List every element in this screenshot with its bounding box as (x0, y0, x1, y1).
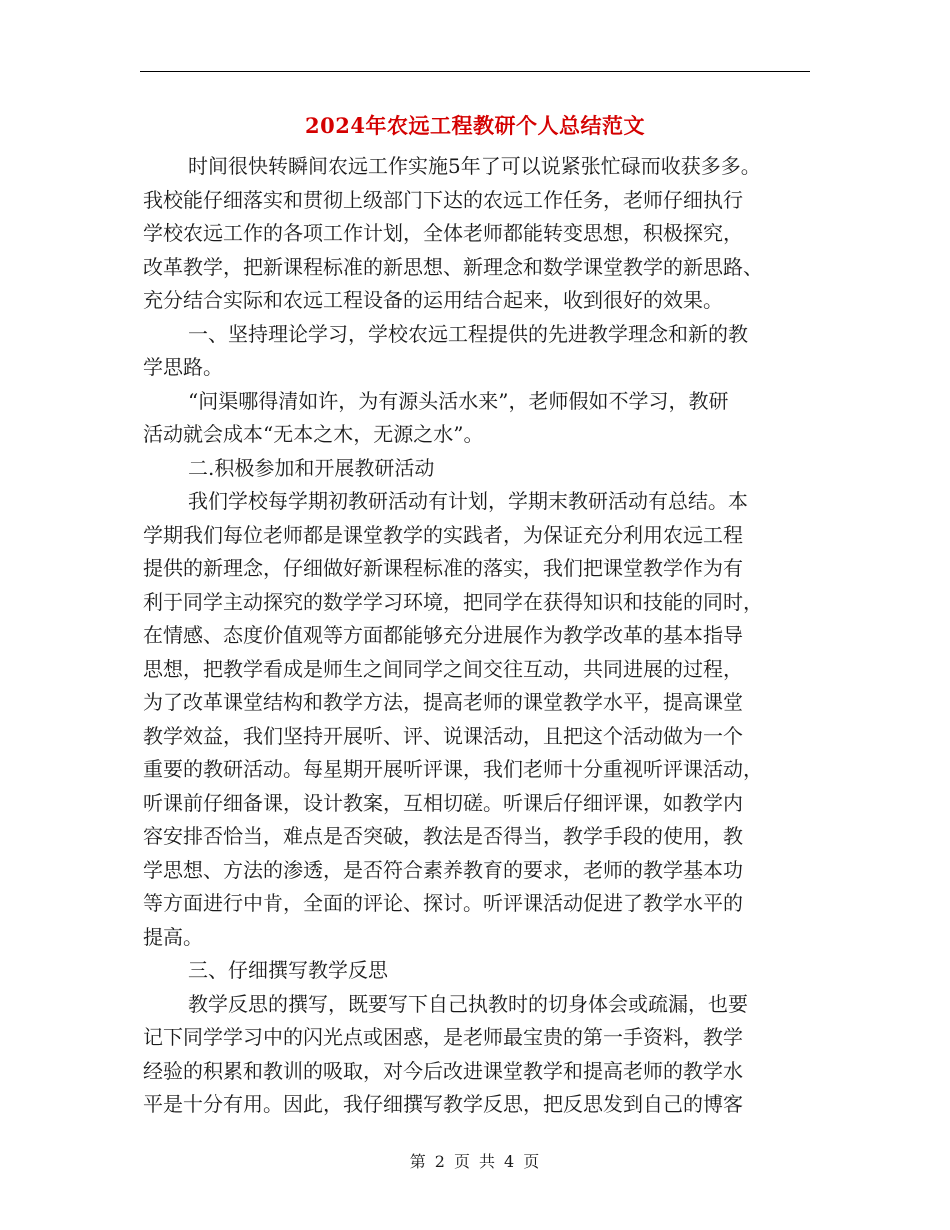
page-total: 4 (504, 1152, 516, 1171)
section-heading-2 (143, 452, 813, 486)
paragraph-activities (143, 485, 813, 954)
text-line: 在情感、态度价值观等方面都能够充分进展作为教学改革的基本指导 (143, 623, 743, 647)
footer-prefix: 第 (409, 1152, 427, 1171)
text-line: 时间很快转瞬间农远工作实施5年了可以说紧张忙碌而收获多多。 (188, 154, 761, 178)
document-title: 2024年农远工程教研个人总结范文 (305, 113, 645, 138)
text-line: 听课前仔细备课，设计教案，互相切磋。听课后仔细评课，如教学内 (143, 790, 743, 815)
footer-page-word: 页 (453, 1152, 471, 1171)
text-line: 二.积极参加和开展教研活动 (188, 455, 435, 480)
text-line: 提高。 (143, 924, 203, 949)
paragraph-intro (143, 150, 813, 318)
text-line: 三、仔细撰写教学反思 (188, 958, 388, 982)
section-heading-1 (143, 318, 813, 385)
header-rule (140, 71, 810, 72)
page-footer (0, 1150, 950, 1174)
text-line: 思想，把教学看成是师生之间同学之间交往互动，共同进展的过程， (143, 656, 743, 681)
text-line: 一、坚持理论学习，学校农远工程提供的先进教学理念和新的教 (188, 321, 748, 346)
paragraph-reflection (143, 988, 813, 1122)
text-line: 为了改革课堂结构和教学方法，提高老师的课堂教学水平，提高课堂 (143, 690, 743, 714)
text-line: 教学反思的撰写，既要写下自己执教时的切身体会或疏漏，也要 (188, 991, 748, 1016)
text-line: 提供的新理念，仔细做好新课程标准的落实，我们把课堂教学作为有 (143, 556, 743, 580)
text-line: 学思路。 (143, 355, 223, 379)
text-line: 等方面进行中肯，全面的评论、探讨。听评课活动促进了教学水平的 (143, 891, 743, 915)
text-line: “问渠哪得清如许，为有源头活水来”，老师假如不学习，教研 (188, 388, 729, 413)
text-line: 活动就会成本“无本之木，无源之水”。 (143, 422, 484, 446)
text-line: 经验的积累和教训的吸取，对今后改进课堂教学和提高老师的教学水 (143, 1058, 743, 1083)
footer-total-word: 共 (479, 1152, 497, 1171)
text-line: 平是十分有用。因此，我仔细撰写教学反思，把反思发到自己的博客 (143, 1092, 743, 1116)
footer-suffix: 页 (523, 1152, 541, 1171)
document-body (143, 150, 813, 1122)
page-number: 2 (434, 1152, 446, 1171)
text-line: 充分结合实际和农远工程设备的运用结合起来，收到很好的效果。 (143, 288, 723, 312)
text-line: 我校能仔细落实和贯彻上级部门下达的农远工作任务，老师仔细执行 (143, 187, 743, 212)
text-line: 利于同学主动探究的数学学习环境，把同学在获得知识和技能的同时， (143, 589, 763, 614)
text-line: 改革教学，把新课程标准的新思想、新理念和数学课堂教学的新思路、 (143, 254, 763, 279)
text-line: 记下同学学习中的闪光点或困惑，是老师最宝贵的第一手资料，教学 (143, 1025, 743, 1049)
section-heading-3 (143, 954, 813, 988)
text-line: 学期我们每位老师都是课堂教学的实践者，为保证充分利用农远工程 (143, 522, 743, 547)
text-line: 容安排否恰当，难点是否突破，教法是否得当，教学手段的使用，教 (143, 824, 743, 848)
text-line: 重要的教研活动。每星期开展听评课，我们老师十分重视听评课活动， (143, 757, 763, 781)
text-line: 教学效益，我们坚持开展听、评、说课活动，且把这个活动做为一个 (143, 723, 743, 748)
paragraph-quote (143, 385, 813, 452)
text-line: 我们学校每学期初教研活动有计划，学期末教研活动有总结。本 (188, 489, 748, 513)
text-line: 学思想、方法的渗透，是否符合素养教育的要求，老师的教学基本功 (143, 857, 743, 882)
text-line: 学校农远工作的各项工作计划，全体老师都能转变思想，积极探究， (143, 221, 743, 245)
